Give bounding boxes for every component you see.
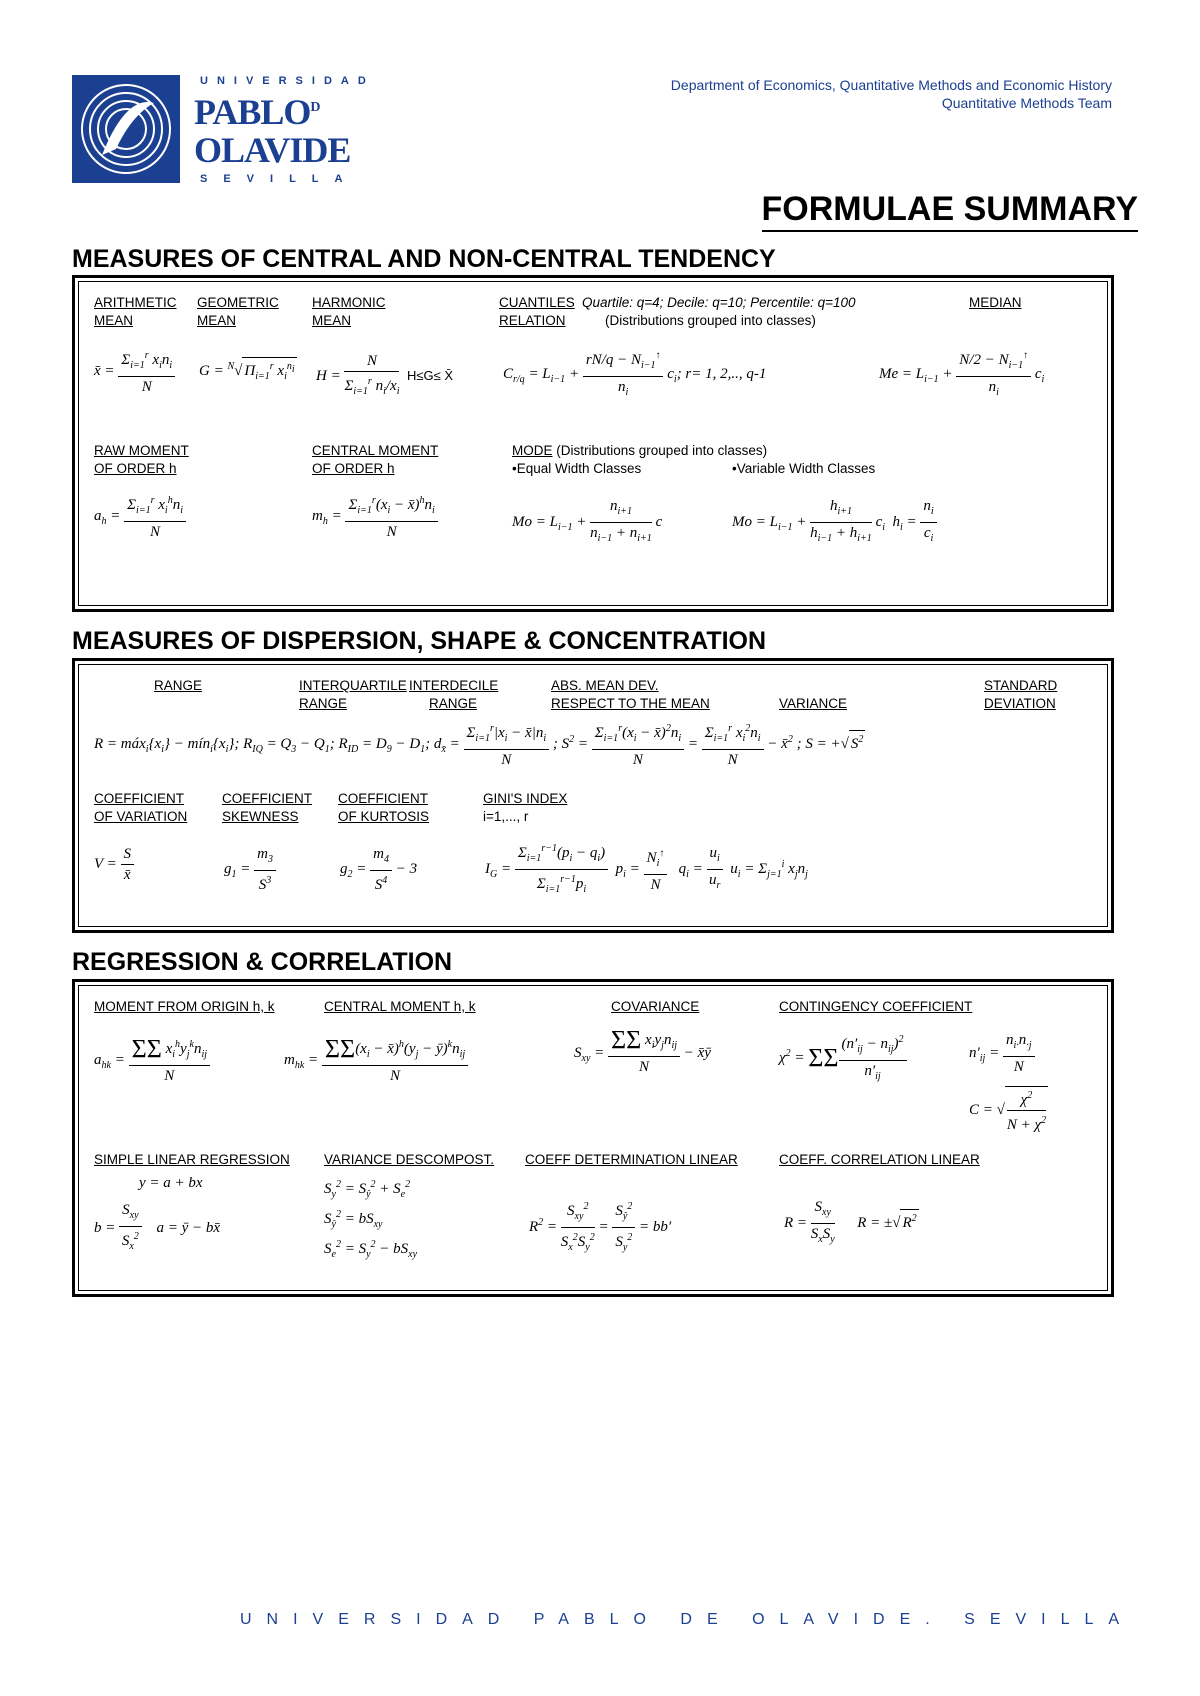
mode-equal-width: •Equal Width Classes [512,461,642,476]
label-sd-2: DEVIATION [984,696,1056,711]
label-iq-2: RANGE [299,696,348,711]
label-geo-1: GEOMETRIC [197,295,279,310]
label-harm-1: HARMONIC [312,295,386,310]
formula-harm-mean: H = $\frac{N}{\Sigma_{i=1}^r n_i/x_i}$ H≤G≤ X̄ [316,353,454,397]
dispersion-box [72,658,1114,933]
regression-box [72,979,1114,1297]
label-sk-1: COEFFICIENT [222,791,312,806]
label-cv-2: OF VARIATION [94,809,188,824]
mode-note: (Distributions grouped into classes) [556,443,768,458]
label-gini: GINI'S INDEX [483,791,568,806]
label-simple-regression: SIMPLE LINEAR REGRESSION [94,1152,290,1167]
formula-expected-freq: $n'_{ij}$ = $\frac{n_{i\cdot}n_{\cdot j}}{N}$ [969,1031,1035,1076]
label-ku-1: COEFFICIENT [338,791,428,806]
label-quant-1: CUANTILES [499,295,575,310]
formula-variance-residual: $S_e^2 = S_y^2 - bS_{xy}$ [324,1239,418,1260]
label-covariance: COVARIANCE [611,999,700,1014]
label-geo-2: MEAN [197,313,237,328]
university-logo [72,75,375,187]
formula-skewness: $g_1$ = $\frac{m_3}{S^3}$ [224,845,276,894]
formula-moment-origin: $a_{hk}$ = ΣΣ $x_i^hy_j^kn_{ij}$ N [94,1036,210,1085]
formula-slope: b = $S_{xy}$ $S_x^2$ a = ȳ − bx̄ [94,1202,221,1252]
page-footer: UNIVERSIDAD PABLO DE OLAVIDE. SEVILLA [240,1611,1135,1628]
mode-label [512,442,767,459]
label-id-2: RANGE [429,696,478,711]
mode-variable-width: •Variable Width Classes [732,461,876,476]
quantile-note-2: (Distributions grouped into classes) [605,313,816,328]
page-title: FORMULAE SUMMARY [762,190,1139,232]
label-moment-origin: MOMENT FROM ORIGIN h, k [94,999,275,1014]
label-id-1: INTERDECILE [409,678,499,693]
formula-arith-mean: x̄ = $\Sigma_{i=1}^r$ $x_in_i$ N [94,347,175,396]
section-title-central-tendency: MEASURES OF CENTRAL AND NON-CENTRAL TENDENCY [72,245,776,273]
section-title-dispersion: MEASURES OF DISPERSION, SHAPE & CONCENTRATION [72,627,767,655]
formula-variance-explained: $S_ŷ^2 = bS_{xy}$ [324,1209,383,1230]
formula-kurtosis: $g_2$ = $\frac{m_4}{S^4}$ − 3 [340,846,418,893]
label-range: RANGE [154,678,203,693]
label-quant-2: RELATION [499,313,566,328]
university-emblem-icon [72,75,180,183]
logo-name-d: D [310,100,320,115]
label-variance: VARIANCE [779,696,848,711]
label-ku-2: OF KURTOSIS [338,809,430,824]
label-iq-1: INTERQUARTILE [299,678,407,693]
formula-correlation: R = $S_{xy}$ $S_xS_y$ R = ±√ $R^2$ [784,1199,917,1245]
logo-name-1: PABLO [194,92,311,132]
formula-geo-mean: G = $^N$√ $\Pi_{i=1}^r$ $x_i^{n_i}$ [199,357,297,386]
formula-central-moment-hk: $m_{hk}$ = $\Sigma\Sigma(x_i$ − $x̄)^h(y_j$ − $ȳ)^kn_{ij}$ N [284,1036,468,1085]
department-line-2: Quantitative Methods Team [941,95,1112,111]
gini-range: i=1,..., r [483,809,529,824]
label-cv-1: COEFFICIENT [94,791,184,806]
label-sd-1: STANDARD [984,678,1058,693]
quantile-note: Quartile: q=4; Decile: q=10; Percentile: q=100 [582,295,856,310]
logo-bottom-text: SEVILLA [200,173,359,185]
logo-top-text: UNIVERSIDAD [200,75,375,87]
formula-cv: V = $\frac{S}{x̄}$ [94,845,134,884]
central-tendency-box [72,275,1114,612]
label-contingency: CONTINGENCY COEFFICIENT [779,999,973,1014]
label-cen-1: CENTRAL MOMENT [312,443,439,458]
label-median: MEDIAN [969,295,1022,310]
label-mode: MODE [512,443,553,458]
logo-name [194,89,350,169]
label-cen-2: OF ORDER h [312,461,395,476]
section-title-regression: REGRESSION & CORRELATION [72,948,453,976]
label-coeff-determination: COEFF DETERMINATION LINEAR [525,1152,738,1167]
quantile-index: ; r= 1, 2,.., q-1 [676,365,767,382]
formula-determination: $R^2$ = $S_{xy}^2$ $S_x^2S_y^2$ = $\frac{S_ŷ^2}{S_y^2}$ = bb′ [529,1198,671,1257]
label-amd-2: RESPECT TO THE MEAN [551,696,710,711]
label-raw-1: RAW MOMENT [94,443,189,458]
formula-mode-equal: $Mo = L_{i-1}$ + $\frac{n_{i+1}}{n_{i-1} + n_{i+1}}$ c [512,498,663,544]
formula-gini: $I_G$ = $\frac{\Sigma_{i=1}^{r-1}(p_i - q_i)}{\Sigma_{i=1}^{r-1}p_i}$ $p_i$ = $\frac{N_i^↑}{N}$ $q_i$ = $\frac{u_i}{u_r}$ $u_i = \Sigma_{j=1}^i$ $x_jn_j$ [485,840,808,899]
label-raw-2: OF ORDER h [94,461,177,476]
formula-quantile: $C_{r/q} = L_{i-1}$ + $\frac{rN/q - N_{i-1}^↑}{n_i}$ $c_i$; r= 1, 2,.., q-1 [503,347,766,402]
formula-regression-line: y = a + bx [139,1175,203,1191]
label-arith-1: ARITHMETIC [94,295,177,310]
department-header [671,76,1112,112]
label-arith-2: MEAN [94,313,134,328]
label-variance-decomp: VARIANCE DESCOMPOST. [324,1152,495,1167]
formula-median: $Me = L_{i-1}$ + $\frac{N/2 - N_{i-1}^↑}{n_i}$ $c_i$ [879,347,1044,402]
harm-inequality: H≤G≤ X̄ [406,367,454,383]
label-sk-2: SKEWNESS [222,809,299,824]
department-line-1: Department of Economics, Quantitative Methods and Economic History [670,77,1112,93]
label-coeff-correlation: COEFF. CORRELATION LINEAR [779,1152,980,1167]
formula-covariance: $S_{xy}$ = ΣΣ $x_iy_jn_{ij}$ N − x̄ȳ [574,1025,711,1075]
label-harm-2: MEAN [312,313,352,328]
formula-contingency: C = √ $\frac{\chi^2}{N + \chi^2}$ [969,1086,1048,1134]
logo-name-2: OLAVIDE [194,130,351,170]
formula-mode-variable: $Mo = L_{i-1}$ + $\frac{h_{i+1}}{h_{i-1} + h_{i+1}}$ $c_i$ $h_i$ = $\frac{n_i}{c_i}$ [732,497,937,548]
formula-chi-square: $\chi^2 = \Sigma\Sigma$ $(n'_{ij} - n_{ij})^2$ $n'_{ij}$ [779,1031,907,1086]
formula-dispersion-line: $R = máx_i\{x_i\}$ − $mín_i\{x_i\}$; $R_{IQ} = Q_3 - Q_1$; $R_{ID} = D_9 - D_1$; $d_{x̄}$ = $\frac{\Sigma_{i=1}^r|x_i - x̄|n_i}{N}$ ; $S^2$ = $\frac{\Sigma_{i=1}^r(x_i - x̄)^2n_i}{N}$ = $\frac{\Sigma_{i=1}^r x_i^2n_i}{N}$ − x̄$^2$ ; S = +√ $S^2$ [94,720,865,769]
label-amd-1: ABS. MEAN DEV. [551,678,659,693]
formula-variance-total: $S_y^2 = S_ŷ^2 + S_e^2$ [324,1179,411,1200]
formula-raw-moment: $a_h$ = $\Sigma_{i=1}^r$ $x_i^hn_i$ N [94,492,186,541]
formula-central-moment: $m_h$ = $\Sigma_{i=1}^r(x_i$ − $x̄)^hn_i$ N [312,492,438,541]
label-central-moment-hk: CENTRAL MOMENT h, k [324,999,476,1014]
